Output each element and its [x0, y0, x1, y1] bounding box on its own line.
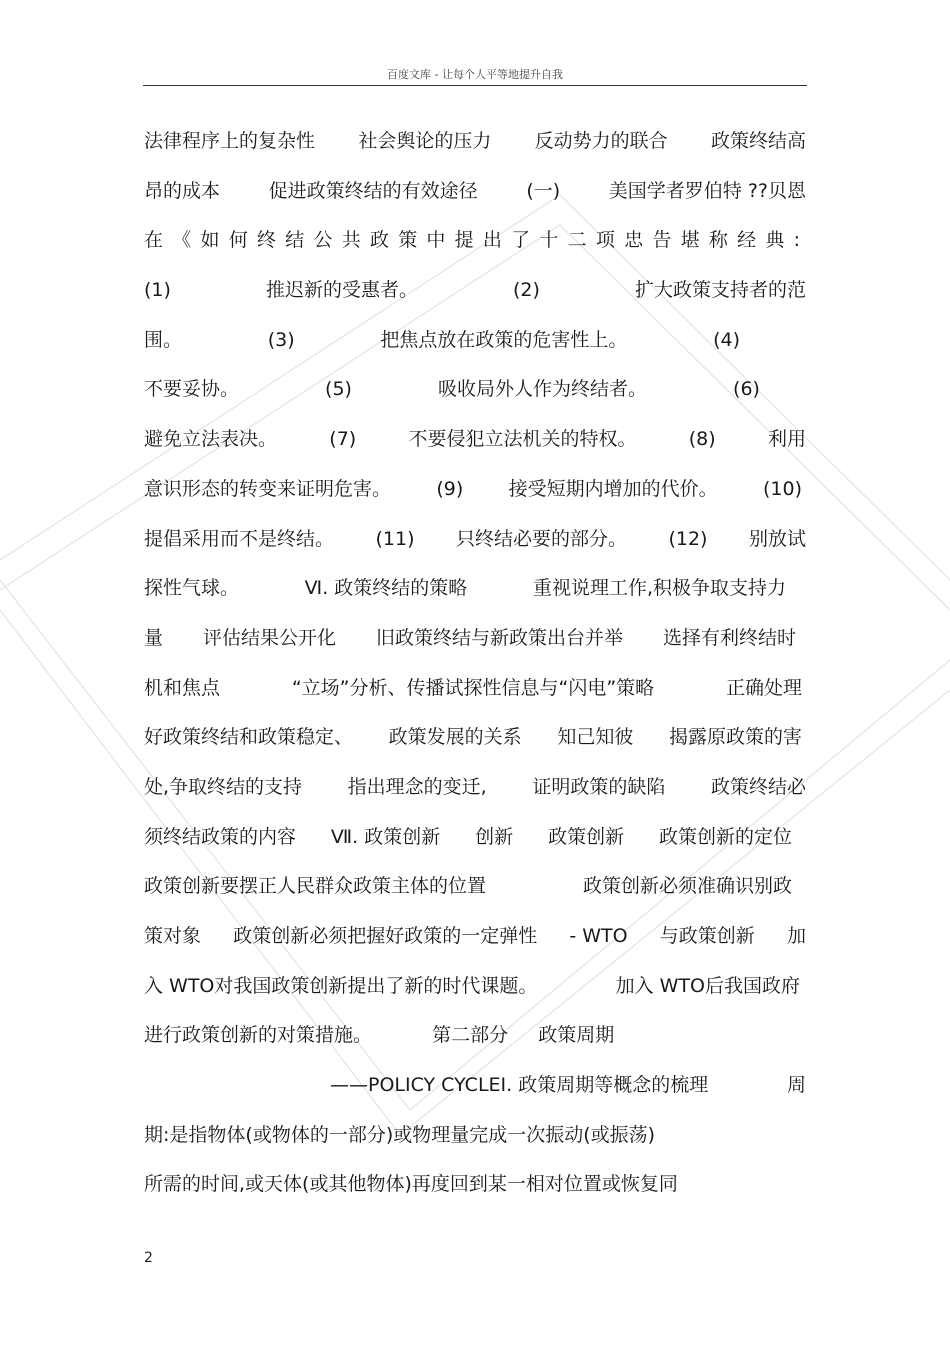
- text-segment: 不要妥协。: [144, 378, 240, 401]
- text-line: [144, 515, 806, 565]
- text-line: [144, 216, 806, 266]
- text-segment: (8): [688, 428, 716, 451]
- text-segment: 扩大政策支持者的范: [634, 279, 806, 302]
- text-segment: 法律程序上的复杂性: [144, 130, 316, 152]
- text-segment: (一): [526, 179, 561, 202]
- text-segment: 意识形态的转变来证明危害。: [144, 477, 392, 500]
- text-segment: 好政策终结和政策稳定、: [144, 726, 354, 749]
- text-segment: 提倡采用而不是终结。: [144, 527, 335, 550]
- text-segment: 只终结必要的部分。: [455, 527, 627, 550]
- text-segment: 政策终结必: [710, 775, 806, 798]
- text-segment: (12): [668, 527, 708, 550]
- text-line: [144, 167, 806, 217]
- text-line: [144, 664, 806, 714]
- text-segment: (11): [375, 527, 415, 550]
- text-segment: 周: [786, 1074, 806, 1097]
- text-segment: 反动势力的联合: [534, 130, 668, 152]
- text-segment: Ⅶ. 政策创新: [330, 825, 441, 848]
- text-segment: 策对象: [144, 925, 202, 947]
- text-line: [144, 1160, 806, 1210]
- text-segment: 指出理念的变迁,: [347, 775, 487, 798]
- page-header: 百度文库 - 让每个人平等地提升自我: [387, 68, 563, 81]
- text-segment: (4): [713, 328, 740, 351]
- text-segment: 知己知彼: [557, 726, 634, 749]
- text-segment: 证明政策的缺陷: [532, 775, 666, 798]
- text-segment: 不要侵犯立法机关的特权。: [408, 428, 637, 451]
- page-number: 2: [144, 1250, 153, 1266]
- text-segment: 避免立法表决。: [144, 428, 278, 451]
- text-segment: 政策创新的定位: [658, 825, 792, 848]
- text-segment: 接受短期内增加的代价。: [508, 477, 718, 500]
- text-segment: (6): [733, 378, 760, 401]
- text-segment: 期:是指物体(或物体的一部分)或物理量完成一次振动(或振荡): [144, 1123, 656, 1146]
- text-line: [144, 1111, 806, 1161]
- text-line: [144, 962, 806, 1012]
- text-segment: 政策发展的关系: [388, 726, 522, 749]
- text-segment: 促进政策终结的有效途径: [268, 179, 478, 202]
- text-segment: (1): [144, 279, 171, 302]
- text-segment: 进行政策创新的对策措施。: [144, 1024, 373, 1047]
- text-segment: (3): [267, 328, 295, 351]
- text-segment: 政策终结高: [710, 130, 806, 152]
- text-segment: 利用: [767, 428, 806, 451]
- text-line: [144, 1011, 806, 1061]
- text-segment: 正确处理: [725, 676, 802, 699]
- text-segment: 处,争取终结的支持: [144, 775, 303, 798]
- text-line: [144, 465, 806, 515]
- text-segment: 揭露原政策的害: [668, 726, 802, 749]
- text-segment: - WTO: [569, 925, 628, 947]
- text-line: [144, 763, 806, 813]
- text-line: [144, 415, 806, 465]
- text-segment: 美国学者罗伯特 ??贝恩: [608, 179, 806, 202]
- text-segment: (9): [436, 477, 464, 500]
- text-line: [144, 713, 806, 763]
- header-divider: [143, 85, 807, 86]
- text-segment: 围。: [144, 328, 183, 351]
- text-segment: 政策创新必须准确识别政: [582, 875, 792, 898]
- text-segment: 与政策创新: [659, 925, 755, 947]
- text-segment: 量: [144, 626, 164, 649]
- text-line: [144, 862, 806, 912]
- text-segment: 社会舆论的压力: [358, 130, 492, 152]
- text-segment: 政策创新必须把握好政策的一定弹性: [233, 925, 538, 947]
- text-segment: 第二部分: [432, 1024, 509, 1047]
- text-segment: (7): [329, 428, 357, 451]
- text-segment: (10): [762, 477, 802, 500]
- text-segment: 政策创新要摆正人民群众政策主体的位置: [144, 875, 487, 898]
- text-segment: 旧政策终结与新政策出台并举: [375, 626, 623, 649]
- text-segment: 别放试: [748, 527, 806, 550]
- text-segment: 吸收局外人作为终结者。: [438, 378, 648, 401]
- text-segment: 政策创新: [548, 825, 625, 848]
- text-segment: 在《如何终结公共政策中提出了十二项忠告堪称经典:: [144, 229, 806, 252]
- text-line: [144, 365, 806, 415]
- text-line: [144, 912, 806, 962]
- text-segment: 重视说理工作,积极争取支持力: [532, 577, 786, 600]
- text-segment: (2): [513, 279, 540, 302]
- text-segment: 加入 WTO后我国政府: [615, 974, 800, 997]
- text-line: [144, 614, 806, 664]
- text-segment: 机和焦点: [144, 676, 221, 699]
- text-segment: ——POLICY CYCLEⅠ. 政策周期等概念的梳理: [330, 1074, 709, 1097]
- text-segment: 探性气球。: [144, 577, 240, 600]
- text-segment: Ⅵ. 政策终结的策略: [304, 577, 468, 600]
- text-segment: 入 WTO对我国政策创新提出了新的时代课题。: [144, 974, 538, 997]
- text-segment: 创新: [475, 825, 514, 848]
- text-line: [144, 316, 806, 366]
- document-body: [144, 117, 806, 1210]
- text-line: [144, 564, 806, 614]
- text-segment: 政策周期: [538, 1024, 615, 1047]
- text-line: [144, 1061, 806, 1111]
- text-segment: 推迟新的受惠者。: [265, 279, 418, 302]
- text-segment: 评估结果公开化: [202, 626, 336, 649]
- text-segment: 把焦点放在政策的危害性上。: [380, 328, 628, 351]
- text-line: [144, 117, 806, 167]
- text-segment: 所需的时间,或天体(或其他物体)再度回到某一相对位置或恢复同: [144, 1173, 678, 1196]
- text-segment: 昂的成本: [144, 179, 221, 202]
- text-line: [144, 813, 806, 863]
- text-segment: “立场”分析、传播试探性信息与“闪电”策略: [291, 676, 655, 699]
- text-line: [144, 266, 806, 316]
- text-segment: (5): [325, 378, 352, 401]
- text-segment: 须终结政策的内容: [144, 825, 297, 848]
- text-segment: 加: [786, 925, 806, 947]
- text-segment: 选择有利终结时: [662, 626, 796, 649]
